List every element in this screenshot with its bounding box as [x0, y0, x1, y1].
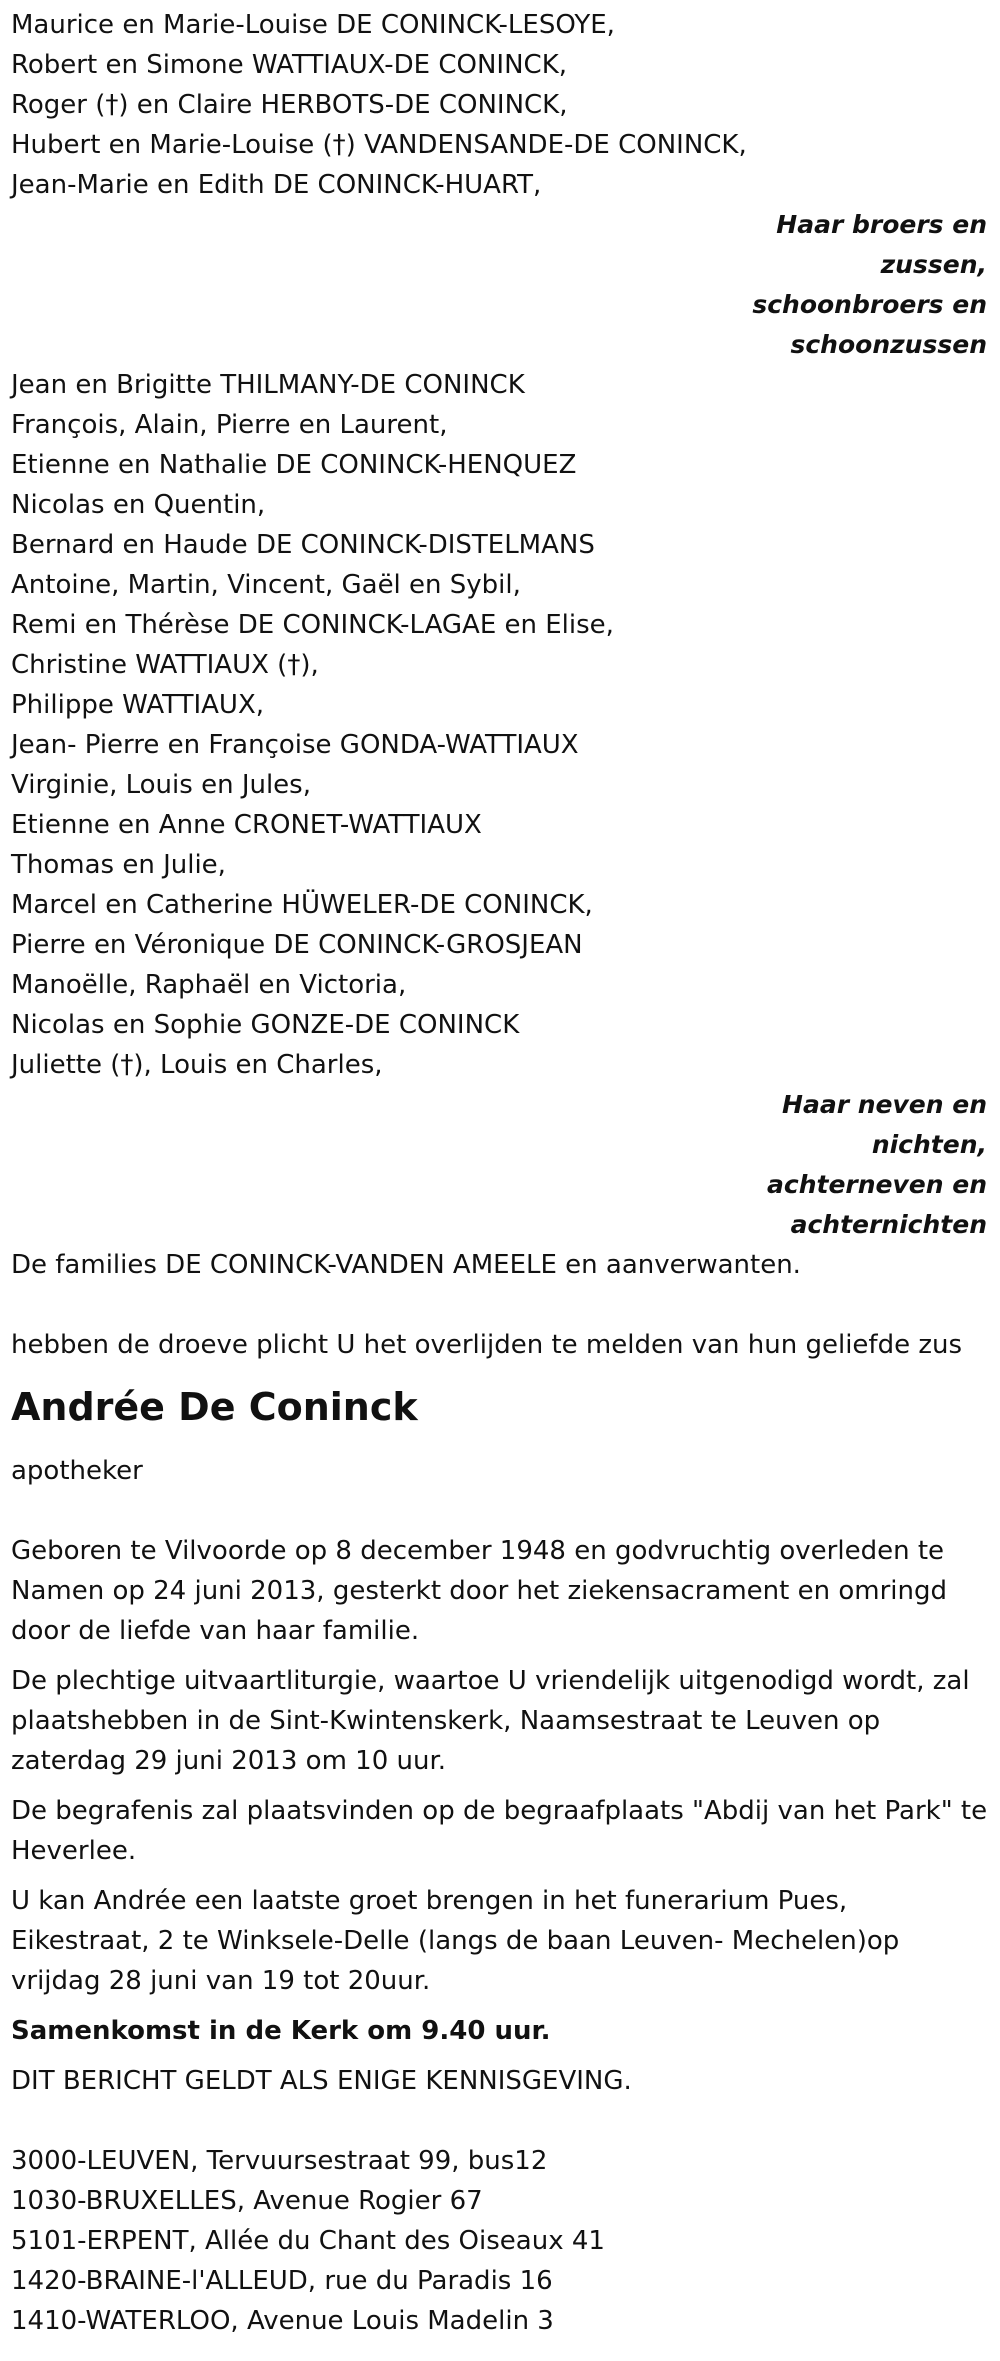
sibling-line: Jean-Marie en Edith DE CONINCK-HUART,	[11, 170, 542, 200]
gathering-note: Samenkomst in de Kerk om 9.40 uur.	[11, 2016, 551, 2046]
families-line: De families DE CONINCK-VANDEN AMEELE en aanverwanten.	[11, 1250, 801, 1280]
announcement-line: hebben de droeve plicht U het overlijden te melden van hun geliefde zus	[11, 1330, 963, 1360]
nephew-line: Christine WATTIAUX (†),	[11, 650, 319, 680]
nephew-line: François, Alain, Pierre en Laurent,	[11, 410, 448, 440]
relation-line: schoonbroers en	[752, 290, 987, 319]
nephew-line: Pierre en Véronique DE CONINCK-GROSJEAN	[11, 930, 583, 960]
nephew-line: Marcel en Catherine HÜWELER-DE CONINCK,	[11, 890, 593, 920]
nephew-line: Jean- Pierre en Françoise GONDA-WATTIAUX	[11, 730, 579, 760]
address-line: 5101-ERPENT, Allée du Chant des Oiseaux 41	[11, 2226, 605, 2256]
funeral-paragraph: De plechtige uitvaartliturgie, waartoe U vriendelijk uitgenodigd wordt, zal plaatshebben in de Sint-Kwintenskerk, Naamsestraat te Leuven op zaterdag 29 juni 2013 om 10 uur.	[11, 1666, 970, 1776]
nephew-line: Remi en Thérèse DE CONINCK-LAGAE en Elise,	[11, 610, 614, 640]
sibling-line: Maurice en Marie-Louise DE CONINCK-LESOYE,	[11, 10, 615, 40]
nephew-line: Etienne en Anne CRONET-WATTIAUX	[11, 810, 482, 840]
nephew-line: Jean en Brigitte THILMANY-DE CONINCK	[11, 370, 525, 400]
nephews-relation	[11, 1085, 989, 1245]
obituary-document	[11, 0, 989, 2341]
nephew-line: Nicolas en Quentin,	[11, 490, 266, 520]
relation-line: zussen,	[880, 250, 987, 279]
nephew-line: Thomas en Julie,	[11, 850, 226, 880]
nephew-line: Antoine, Martin, Vincent, Gaël en Sybil,	[11, 570, 521, 600]
deceased-name: Andrée De Coninck	[11, 1385, 418, 1429]
relation-line: achternichten	[790, 1210, 987, 1239]
notice-line: DIT BERICHT GELDT ALS ENIGE KENNISGEVING.	[11, 2066, 632, 2096]
nephew-line: Manoëlle, Raphaël en Victoria,	[11, 970, 407, 1000]
address-line: 1420-BRAINE-l'ALLEUD, rue du Paradis 16	[11, 2266, 553, 2296]
relation-line: Haar broers en	[776, 210, 987, 239]
relation-line: schoonzussen	[790, 330, 987, 359]
siblings-relation	[11, 205, 989, 365]
address-line: 1030-BRUXELLES, Avenue Rogier 67	[11, 2186, 483, 2216]
nephews-list	[11, 365, 989, 1085]
relation-line: achterneven en	[767, 1170, 987, 1199]
sibling-line: Hubert en Marie-Louise (†) VANDENSANDE-DE CONINCK,	[11, 130, 747, 160]
sibling-line: Roger (†) en Claire HERBOTS-DE CONINCK,	[11, 90, 568, 120]
deceased-profession: apotheker	[11, 1456, 143, 1486]
address-list	[11, 2141, 989, 2341]
nephew-line: Juliette (†), Louis en Charles,	[11, 1050, 383, 1080]
siblings-list	[11, 0, 989, 205]
nephew-line: Virginie, Louis en Jules,	[11, 770, 311, 800]
spacer	[11, 1285, 989, 1325]
relation-line: nichten,	[871, 1130, 987, 1159]
address-line: 3000-LEUVEN, Tervuursestraat 99, bus12	[11, 2146, 548, 2176]
sibling-line: Robert en Simone WATTIAUX-DE CONINCK,	[11, 50, 568, 80]
visitation-paragraph: U kan Andrée een laatste groet brengen in het funerarium Pues, Eikestraat, 2 te Winksele-Delle (langs de baan Leuven- Mechelen)op vrijdag 28 juni van 19 tot 20uur.	[11, 1886, 900, 1996]
nephew-line: Nicolas en Sophie GONZE-DE CONINCK	[11, 1010, 520, 1040]
nephew-line: Philippe WATTIAUX,	[11, 690, 265, 720]
nephew-line: Etienne en Nathalie DE CONINCK-HENQUEZ	[11, 450, 577, 480]
address-line: 1410-WATERLOO, Avenue Louis Madelin 3	[11, 2306, 554, 2336]
birth-death-paragraph: Geboren te Vilvoorde op 8 december 1948 en godvruchtig overleden te Namen op 24 juni 2013, gesterkt door het ziekensacrament en omringd door de liefde van haar familie.	[11, 1536, 947, 1646]
relation-line: Haar neven en	[782, 1090, 987, 1119]
burial-paragraph: De begrafenis zal plaatsvinden op de begraafplaats "Abdij van het Park" te Heverlee.	[11, 1796, 988, 1866]
nephew-line: Bernard en Haude DE CONINCK-DISTELMANS	[11, 530, 595, 560]
